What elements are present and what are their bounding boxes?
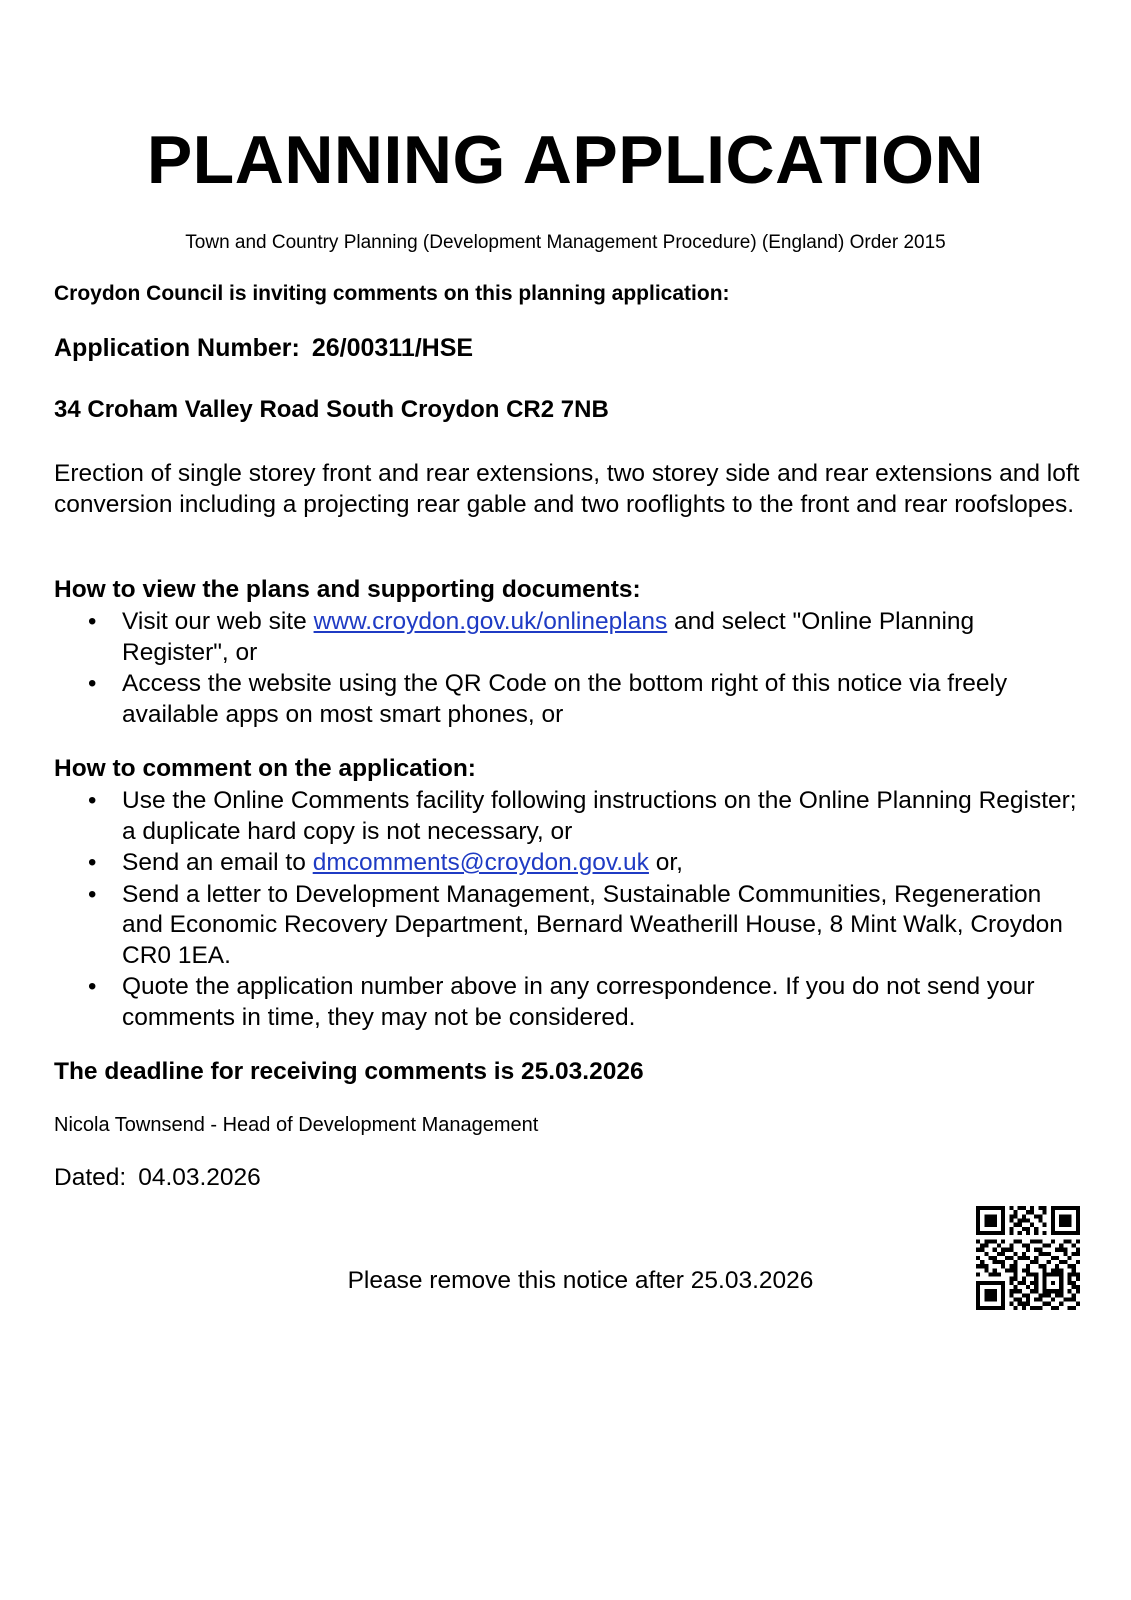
online-plans-link[interactable]: www.croydon.gov.uk/onlineplans <box>313 608 668 635</box>
application-number-value: 26/00311/HSE <box>311 334 474 362</box>
page-title: PLANNING APPLICATION <box>146 122 985 198</box>
qr-code-icon[interactable] <box>976 1206 1080 1310</box>
comment-deadline: The deadline for receiving comments is 25.03.2026 <box>54 1058 644 1085</box>
dated-value: 04.03.2026 <box>138 1164 261 1191</box>
list-item <box>54 607 1084 668</box>
list-item <box>54 880 1084 972</box>
list-item-text: Use the Online Comments facility following instructions on the Online Planning Register; a duplicate hard copy is not necessary, or <box>122 787 1077 845</box>
application-number-label: Application Number: <box>54 334 300 362</box>
bullet-icon: • <box>88 787 97 814</box>
list-item <box>54 669 1084 730</box>
list-item-text: Send an email to <box>122 849 313 876</box>
comment-methods-list <box>54 786 1084 1034</box>
signatory: Nicola Townsend - Head of Development Management <box>54 1114 539 1136</box>
intro-text: Croydon Council is inviting comments on this planning application: <box>54 282 730 305</box>
dated-label: Dated: <box>54 1164 127 1191</box>
list-item-text: Quote the application number above in any correspondence. If you do not send your comments in time, they may not be considered. <box>122 973 1035 1031</box>
remove-notice-text: Please remove this notice after 25.03.2026 <box>347 1267 814 1294</box>
list-item-text: Send a letter to Development Management, Sustainable Communities, Regeneration and Economic Recovery Department, Bernard Weatherill House, 8 Mint Walk, Croydon CR0 1EA. <box>122 880 1063 969</box>
application-number-line <box>54 333 473 363</box>
view-plans-heading: How to view the plans and supporting documents: <box>54 576 641 603</box>
list-item <box>54 786 1084 847</box>
dated-line <box>54 1163 261 1193</box>
proposal-description: Erection of single storey front and rear extensions, two storey side and rear extensions and loft conversion including a projecting rear gable and two rooflights to the front and rear roofslopes. <box>54 460 1080 518</box>
bullet-icon: • <box>88 973 97 1000</box>
bullet-icon: • <box>88 849 97 876</box>
bullet-icon: • <box>88 608 97 635</box>
list-item <box>54 848 1084 879</box>
list-item-text: Access the website using the QR Code on the bottom right of this notice via freely available apps on most smart phones, or <box>122 670 1008 728</box>
list-item-text: and select "Online Planning Register", or <box>122 608 975 666</box>
view-plans-list <box>54 607 1084 731</box>
list-item <box>54 972 1084 1033</box>
comments-email-link[interactable]: dmcomments@croydon.gov.uk <box>312 849 649 876</box>
comment-heading: How to comment on the application: <box>54 755 476 782</box>
list-item-text: Visit our web site <box>122 608 314 635</box>
list-item-text: or, <box>648 849 683 876</box>
site-address: 34 Croham Valley Road South Croydon CR2 7NB <box>54 396 609 423</box>
legislation-subtitle: Town and Country Planning (Development Management Procedure) (England) Order 2015 <box>185 232 946 253</box>
bullet-icon: • <box>88 670 97 697</box>
bullet-icon: • <box>88 880 97 908</box>
